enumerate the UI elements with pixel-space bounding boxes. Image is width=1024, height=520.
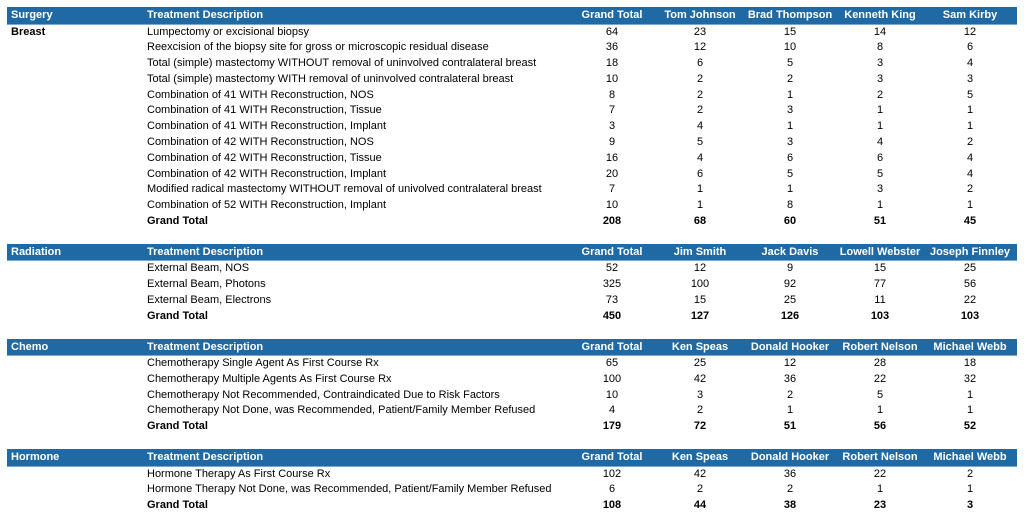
section-spacer (7, 325, 1017, 339)
treatment-description[interactable]: Total (simple) mastectomy WITHOUT removal of uninvolved contralateral breast (147, 57, 537, 70)
category-label (7, 72, 147, 88)
total-cell[interactable]: 72 (693, 420, 707, 433)
count-cell[interactable]: 1 (966, 483, 974, 496)
section-title: Hormone (11, 451, 60, 464)
table-row (7, 182, 1017, 198)
column-header[interactable]: Donald Hooker (750, 451, 830, 464)
table-row (7, 261, 1017, 277)
count-cell[interactable]: 325 (602, 278, 622, 291)
category-label (7, 151, 147, 167)
count-cell[interactable]: 8 (786, 199, 794, 212)
category-label (7, 261, 147, 277)
count-cell[interactable]: 1 (786, 404, 794, 417)
count-cell[interactable]: 25 (963, 262, 977, 275)
count-cell[interactable]: 9 (608, 136, 616, 149)
table-row (7, 167, 1017, 183)
table-row (7, 72, 1017, 88)
table-row (7, 25, 1017, 41)
count-cell[interactable]: 22 (963, 293, 977, 306)
treatment-description[interactable]: Combination of 42 WITH Reconstruction, Implant (147, 167, 387, 180)
count-cell[interactable]: 22 (873, 467, 887, 480)
count-cell[interactable]: 100 (602, 372, 622, 385)
treatment-description[interactable]: Hormone Therapy As First Course Rx (147, 467, 331, 480)
count-cell[interactable]: 14 (873, 25, 887, 38)
treatment-description[interactable]: Combination of 42 WITH Reconstruction, Tissue (147, 151, 382, 164)
count-cell[interactable]: 1 (966, 404, 974, 417)
count-cell[interactable]: 1 (876, 404, 884, 417)
table-row (7, 388, 1017, 404)
count-cell[interactable]: 6 (608, 483, 616, 496)
count-cell[interactable]: 4 (966, 167, 974, 180)
count-cell[interactable]: 52 (605, 262, 619, 275)
column-header[interactable]: Grand Total (581, 9, 643, 21)
total-cell[interactable]: 126 (780, 309, 800, 322)
total-cell[interactable]: 127 (690, 309, 710, 322)
count-cell[interactable]: 2 (966, 136, 974, 149)
section-header-row (7, 339, 1017, 357)
total-cell[interactable]: 179 (602, 420, 622, 433)
total-cell[interactable]: 45 (963, 215, 977, 228)
table-row (7, 88, 1017, 104)
count-cell[interactable]: 15 (783, 25, 797, 38)
category-label (7, 167, 147, 183)
column-header[interactable]: Brad Thompson (747, 9, 833, 21)
treatment-description[interactable]: Combination of 41 WITH Reconstruction, Tissue (147, 104, 382, 117)
count-cell[interactable]: 10 (605, 72, 619, 85)
total-cell[interactable]: 23 (873, 499, 887, 512)
section-header-row (7, 244, 1017, 262)
treatment-description[interactable]: Combination of 41 WITH Reconstruction, Implant (147, 120, 387, 133)
category-label (7, 135, 147, 151)
treatment-description[interactable]: Hormone Therapy Not Done, was Recommended, Patient/Family Member Refused (147, 483, 552, 496)
count-cell[interactable]: 5 (876, 388, 884, 401)
column-header[interactable]: Ken Speas (671, 340, 729, 353)
grand-total-label[interactable]: Grand Total (147, 309, 208, 322)
count-cell[interactable]: 2 (696, 72, 704, 85)
column-header[interactable]: Kenneth King (844, 9, 916, 21)
count-cell[interactable]: 2 (786, 388, 794, 401)
total-cell[interactable]: 450 (602, 309, 622, 322)
category-label (7, 40, 147, 56)
count-cell[interactable]: 4 (966, 57, 974, 70)
count-cell[interactable]: 2 (966, 467, 974, 480)
total-cell[interactable]: 108 (602, 499, 622, 512)
count-cell[interactable]: 2 (696, 88, 704, 101)
total-cell[interactable]: 68 (693, 215, 707, 228)
treatment-description[interactable]: External Beam, Electrons (147, 293, 272, 306)
category-label (7, 356, 147, 372)
category-label (7, 482, 147, 498)
treatment-description[interactable]: Combination of 41 WITH Reconstruction, NOS (147, 88, 374, 101)
count-cell[interactable]: 12 (963, 25, 977, 38)
column-header[interactable]: Robert Nelson (842, 451, 918, 464)
treatment-description[interactable]: Chemotherapy Multiple Agents As First Course Rx (147, 372, 392, 385)
section-header-row (7, 7, 1017, 25)
total-cell[interactable]: 44 (693, 499, 707, 512)
section-spacer (7, 230, 1017, 244)
category-label (7, 293, 147, 309)
category-label (7, 467, 147, 483)
count-cell[interactable]: 6 (966, 41, 974, 54)
grand-total-row (7, 419, 1017, 435)
count-cell[interactable]: 1 (876, 120, 884, 133)
table-row (7, 356, 1017, 372)
count-cell[interactable]: 100 (690, 278, 710, 291)
count-cell[interactable]: 4 (608, 404, 616, 417)
column-header[interactable]: Tom Johnson (664, 9, 736, 21)
count-cell[interactable]: 7 (608, 104, 616, 117)
section-title: Radiation (11, 245, 62, 258)
grand-total-label[interactable]: Grand Total (147, 420, 208, 433)
total-cell[interactable]: 3 (966, 499, 974, 512)
count-cell[interactable]: 102 (602, 467, 622, 480)
count-cell[interactable]: 16 (605, 151, 619, 164)
count-cell[interactable]: 28 (873, 357, 887, 370)
column-header[interactable]: Treatment Description (147, 245, 264, 258)
count-cell[interactable]: 1 (876, 483, 884, 496)
count-cell[interactable]: 8 (876, 41, 884, 54)
total-cell[interactable]: 208 (602, 215, 622, 228)
count-cell[interactable]: 3 (696, 388, 704, 401)
table-row (7, 467, 1017, 483)
count-cell[interactable]: 1 (966, 104, 974, 117)
count-cell[interactable]: 12 (693, 41, 707, 54)
count-cell[interactable]: 6 (696, 167, 704, 180)
column-header[interactable]: Lowell Webster (839, 245, 921, 258)
section-radiation (7, 244, 1017, 325)
section-title: Chemo (11, 340, 49, 353)
total-cell[interactable]: 52 (963, 420, 977, 433)
treatment-description[interactable]: Combination of 42 WITH Reconstruction, NOS (147, 136, 374, 149)
table-row (7, 482, 1017, 498)
treatment-description[interactable]: Reexcision of the biopsy site for gross or microscopic residual disease (147, 41, 489, 54)
section-hormone (7, 449, 1017, 514)
category-label (7, 103, 147, 119)
count-cell[interactable]: 3 (876, 72, 884, 85)
category-label (7, 56, 147, 72)
report-sheet (7, 7, 1017, 514)
count-cell[interactable]: 5 (966, 88, 974, 101)
category-label (7, 372, 147, 388)
count-cell[interactable]: 1 (786, 88, 794, 101)
count-cell[interactable]: 36 (605, 41, 619, 54)
treatment-description[interactable]: Chemotherapy Not Recommended, Contraindicated Due to Risk Factors (147, 388, 500, 401)
category-label (7, 214, 147, 230)
count-cell[interactable]: 12 (783, 357, 797, 370)
category-label (7, 88, 147, 104)
column-header[interactable]: Treatment Description (147, 340, 264, 353)
treatment-description[interactable]: Chemotherapy Not Done, was Recommended, Patient/Family Member Refused (147, 404, 536, 417)
table-row (7, 198, 1017, 214)
count-cell[interactable]: 4 (696, 151, 704, 164)
count-cell[interactable]: 2 (786, 483, 794, 496)
total-cell[interactable]: 60 (783, 215, 797, 228)
count-cell[interactable]: 10 (783, 41, 797, 54)
count-cell[interactable]: 1 (696, 183, 704, 196)
count-cell[interactable]: 6 (876, 151, 884, 164)
count-cell[interactable]: 6 (696, 57, 704, 70)
count-cell[interactable]: 18 (605, 57, 619, 70)
count-cell[interactable]: 5 (786, 57, 794, 70)
category-label (7, 388, 147, 404)
count-cell[interactable]: 1 (786, 183, 794, 196)
total-cell[interactable]: 51 (873, 215, 887, 228)
grand-total-row (7, 498, 1017, 514)
column-header[interactable]: Grand Total (581, 451, 643, 464)
category-label (7, 277, 147, 293)
count-cell[interactable]: 10 (605, 199, 619, 212)
count-cell[interactable]: 1 (966, 120, 974, 133)
treatment-description[interactable]: Modified radical mastectomy WITHOUT removal of univolved contralateral breast (147, 183, 542, 196)
total-cell[interactable]: 103 (960, 309, 980, 322)
count-cell[interactable]: 4 (876, 136, 884, 149)
count-cell[interactable]: 42 (693, 372, 707, 385)
count-cell[interactable]: 12 (693, 262, 707, 275)
count-cell[interactable]: 9 (786, 262, 794, 275)
total-cell[interactable]: 51 (783, 420, 797, 433)
table-row (7, 372, 1017, 388)
section-header-row (7, 449, 1017, 467)
count-cell[interactable]: 11 (874, 293, 886, 306)
count-cell[interactable]: 56 (963, 278, 977, 291)
count-cell[interactable]: 64 (605, 25, 619, 38)
column-header[interactable]: Donald Hooker (750, 340, 830, 353)
count-cell[interactable]: 65 (605, 357, 619, 370)
count-cell[interactable]: 4 (966, 151, 974, 164)
count-cell[interactable]: 6 (786, 151, 794, 164)
column-header[interactable]: Michael Webb (933, 451, 1007, 464)
column-header[interactable]: Grand Total (581, 340, 643, 353)
count-cell[interactable]: 22 (873, 372, 887, 385)
grand-total-row (7, 309, 1017, 325)
section-surgery (7, 7, 1017, 230)
count-cell[interactable]: 77 (873, 278, 887, 291)
count-cell[interactable]: 5 (696, 136, 704, 149)
total-cell[interactable]: 56 (873, 420, 887, 433)
treatment-description[interactable]: Chemotherapy Single Agent As First Course Rx (147, 357, 379, 370)
count-cell[interactable]: 3 (876, 183, 884, 196)
count-cell[interactable]: 7 (608, 183, 616, 196)
column-header[interactable]: Ken Speas (671, 451, 729, 464)
section-title: Surgery (11, 9, 53, 21)
count-cell[interactable]: 36 (783, 467, 797, 480)
column-header[interactable]: Jim Smith (673, 245, 727, 258)
category-label (7, 403, 147, 419)
column-header[interactable]: Jack Davis (761, 245, 819, 258)
column-header[interactable]: Sam Kirby (942, 9, 998, 21)
count-cell[interactable]: 25 (783, 293, 797, 306)
count-cell[interactable]: 3 (786, 136, 794, 149)
count-cell[interactable]: 2 (786, 72, 794, 85)
column-header[interactable]: Treatment Description (147, 9, 264, 21)
count-cell[interactable]: 2 (696, 483, 704, 496)
count-cell[interactable]: 2 (696, 104, 704, 117)
table-row (7, 135, 1017, 151)
treatment-description[interactable]: Lumpectomy or excisional biopsy (147, 25, 310, 38)
column-header[interactable]: Joseph Finnley (929, 245, 1011, 258)
count-cell[interactable]: 8 (608, 88, 616, 101)
column-header[interactable]: Michael Webb (933, 340, 1007, 353)
section-spacer (7, 435, 1017, 449)
count-cell[interactable]: 10 (605, 388, 619, 401)
count-cell[interactable]: 2 (876, 88, 884, 101)
category-label (7, 309, 147, 325)
count-cell[interactable]: 1 (696, 199, 704, 212)
count-cell[interactable]: 2 (696, 404, 704, 417)
count-cell[interactable]: 3 (876, 57, 884, 70)
count-cell[interactable]: 73 (605, 293, 619, 306)
count-cell[interactable]: 15 (873, 262, 887, 275)
count-cell[interactable]: 1 (966, 388, 974, 401)
table-row (7, 151, 1017, 167)
category-label: Breast (11, 25, 46, 38)
grand-total-label[interactable]: Grand Total (147, 499, 208, 512)
category-label (7, 182, 147, 198)
category-label (7, 498, 147, 514)
count-cell[interactable]: 1 (876, 104, 884, 117)
treatment-description[interactable]: External Beam, Photons (147, 278, 266, 291)
count-cell[interactable]: 92 (783, 278, 797, 291)
count-cell[interactable]: 20 (605, 167, 619, 180)
category-label (7, 198, 147, 214)
count-cell[interactable]: 42 (693, 467, 707, 480)
grand-total-label[interactable]: Grand Total (147, 215, 208, 228)
column-header[interactable]: Grand Total (581, 245, 643, 258)
count-cell[interactable]: 3 (966, 72, 974, 85)
column-header[interactable]: Robert Nelson (842, 340, 918, 353)
count-cell[interactable]: 1 (876, 199, 884, 212)
count-cell[interactable]: 32 (963, 372, 977, 385)
count-cell[interactable]: 25 (693, 357, 707, 370)
column-header[interactable]: Treatment Description (147, 451, 264, 464)
count-cell[interactable]: 4 (696, 120, 704, 133)
treatment-description[interactable]: External Beam, NOS (147, 262, 250, 275)
total-cell[interactable]: 38 (783, 499, 797, 512)
count-cell[interactable]: 5 (786, 167, 794, 180)
table-row (7, 103, 1017, 119)
table-row (7, 119, 1017, 135)
table-row (7, 403, 1017, 419)
count-cell[interactable]: 1 (786, 120, 794, 133)
treatment-description[interactable]: Combination of 52 WITH Reconstruction, Implant (147, 199, 387, 212)
count-cell[interactable]: 3 (786, 104, 794, 117)
total-cell[interactable]: 103 (870, 309, 890, 322)
table-row (7, 56, 1017, 72)
count-cell[interactable]: 15 (693, 293, 707, 306)
count-cell[interactable]: 36 (783, 372, 797, 385)
category-label (7, 419, 147, 435)
count-cell[interactable]: 18 (963, 357, 977, 370)
grand-total-row (7, 214, 1017, 230)
table-row (7, 293, 1017, 309)
count-cell[interactable]: 1 (966, 199, 974, 212)
table-row (7, 40, 1017, 56)
table-row (7, 277, 1017, 293)
category-label (7, 119, 147, 135)
count-cell[interactable]: 5 (876, 167, 884, 180)
treatment-description[interactable]: Total (simple) mastectomy WITH removal of uninvolved contralateral breast (147, 72, 514, 85)
count-cell[interactable]: 23 (693, 25, 707, 38)
section-chemo (7, 339, 1017, 435)
count-cell[interactable]: 2 (966, 183, 974, 196)
count-cell[interactable]: 3 (608, 120, 616, 133)
